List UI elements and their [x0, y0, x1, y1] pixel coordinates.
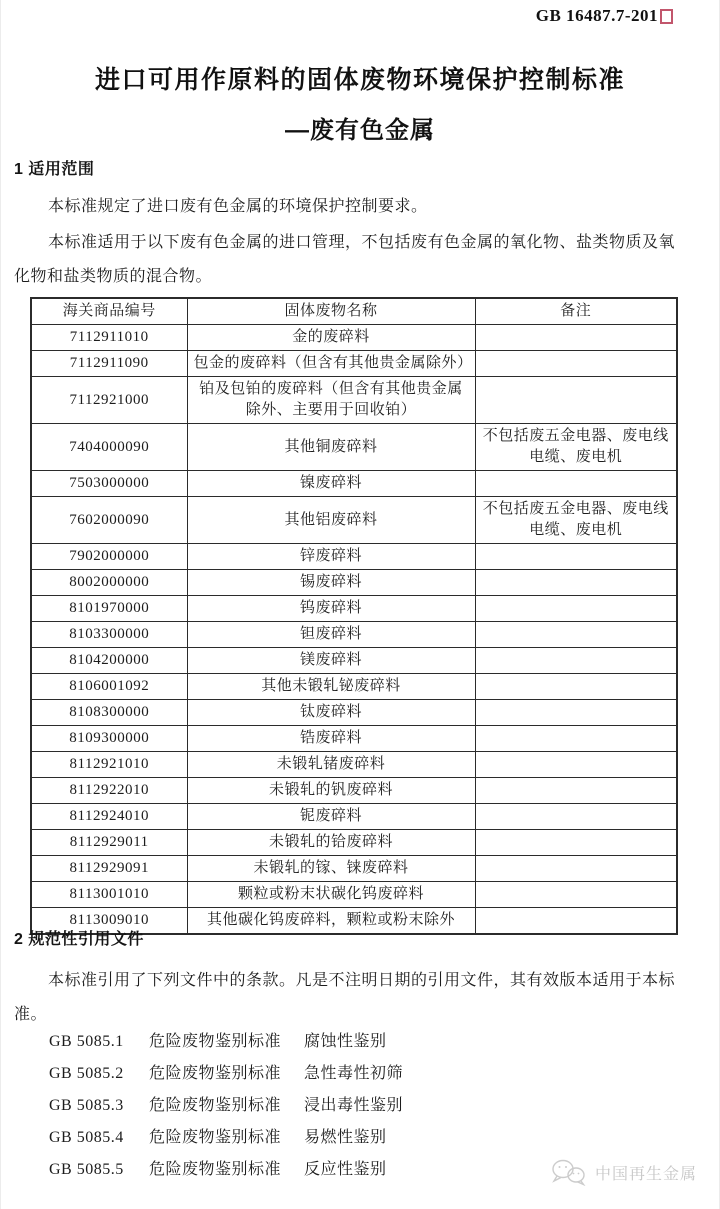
remark-cell [475, 596, 677, 622]
code-cell: 7404000090 [31, 424, 187, 471]
remark-cell [475, 830, 677, 856]
remark-cell: 不包括废五金电器、废电线电缆、废电机 [475, 424, 677, 471]
remark-cell [475, 622, 677, 648]
waste-name-cell: 其他铝废碎料 [187, 497, 475, 544]
code-cell: 8113009010 [31, 908, 187, 935]
reference-name: 危险废物鉴别标准 [149, 1033, 282, 1050]
reference-type: 易燃性鉴别 [304, 1129, 387, 1146]
reference-type: 急性毒性初筛 [304, 1065, 404, 1082]
table-row [31, 596, 677, 622]
table-row [31, 648, 677, 674]
reference-row [49, 1090, 669, 1122]
remark-cell [475, 778, 677, 804]
waste-name-cell: 镍废碎料 [187, 471, 475, 497]
doc-number [536, 6, 673, 26]
waste-name-cell: 未锻轧的铪废碎料 [187, 830, 475, 856]
waste-name-cell: 钨废碎料 [187, 596, 475, 622]
code-cell: 8112924010 [31, 804, 187, 830]
paragraph-references-line2: 准。 [14, 1006, 48, 1023]
table-row [31, 726, 677, 752]
code-cell: 7902000000 [31, 544, 187, 570]
doc-title: 进口可用作原料的固体废物环境保护控制标准 [94, 66, 625, 94]
reference-row [49, 1122, 669, 1154]
section2-heading: 2 规范性引用文件 [14, 931, 144, 948]
reference-name: 危险废物鉴别标准 [149, 1129, 282, 1146]
table-row [31, 325, 677, 351]
code-cell: 8113001010 [31, 882, 187, 908]
reference-row [49, 1026, 669, 1058]
remark-cell [475, 325, 677, 351]
code-cell: 8112929091 [31, 856, 187, 882]
waste-name-cell: 未锻轧锗废碎料 [187, 752, 475, 778]
code-cell: 8112922010 [31, 778, 187, 804]
waste-name-cell: 其他铜废碎料 [187, 424, 475, 471]
waste-name-cell: 颗粒或粉末状碳化钨废碎料 [187, 882, 475, 908]
table-header-name: 固体废物名称 [187, 298, 475, 325]
table-row [31, 351, 677, 377]
waste-name-cell: 锡废碎料 [187, 570, 475, 596]
remark-cell [475, 351, 677, 377]
remark-cell [475, 700, 677, 726]
table-row [31, 752, 677, 778]
remark-cell [475, 752, 677, 778]
doc-number-text: GB 16487.7-201 [535, 6, 658, 25]
remark-cell [475, 674, 677, 700]
waste-name-cell: 未锻轧的钒废碎料 [187, 778, 475, 804]
waste-name-cell: 锆废碎料 [187, 726, 475, 752]
table-row [31, 544, 677, 570]
reference-type: 反应性鉴别 [304, 1161, 387, 1178]
remark-cell: 不包括废五金电器、废电线电缆、废电机 [475, 497, 677, 544]
code-cell: 8109300000 [31, 726, 187, 752]
waste-name-cell: 锌废碎料 [187, 544, 475, 570]
table-row [31, 830, 677, 856]
waste-name-cell: 其他未锻轧铋废碎料 [187, 674, 475, 700]
paragraph-references-intro [14, 964, 708, 1032]
reference-name: 危险废物鉴别标准 [149, 1065, 282, 1082]
paragraph-applicability [14, 226, 708, 294]
reference-name: 危险废物鉴别标准 [149, 1161, 282, 1178]
waste-name-cell: 其他碳化钨废碎料，颗粒或粉末除外 [187, 908, 475, 935]
waste-name-cell: 镁废碎料 [187, 648, 475, 674]
table-row [31, 377, 677, 424]
code-cell: 7112911090 [31, 351, 187, 377]
remark-cell [475, 570, 677, 596]
paragraph-applicability-line1: 本标准适用于以下废有色金属的进口管理，不包括废有色金属的氧化物、盐类物质及氧 [48, 234, 676, 251]
code-cell: 8106001092 [31, 674, 187, 700]
code-cell: 8103300000 [31, 622, 187, 648]
table-row [31, 471, 677, 497]
reference-row [49, 1058, 669, 1090]
waste-name-cell: 包金的废碎料（但含有其他贵金属除外） [187, 351, 475, 377]
table-row [31, 700, 677, 726]
waste-name-cell: 铂及包铂的废碎料（但含有其他贵金属除外、主要用于回收铂） [187, 377, 475, 424]
remark-cell [475, 648, 677, 674]
table-row [31, 674, 677, 700]
reference-code: GB 5085.3 [49, 1097, 124, 1114]
table-row [31, 882, 677, 908]
table-row [31, 778, 677, 804]
section1-heading: 1 适用范围 [14, 161, 95, 178]
paragraph-applicability-line2: 化物和盐类物质的混合物。 [14, 268, 213, 285]
table-header-row [31, 298, 677, 325]
code-cell: 7503000000 [31, 471, 187, 497]
reference-code: GB 5085.5 [49, 1161, 124, 1178]
remark-cell [475, 471, 677, 497]
table-row [31, 804, 677, 830]
doc-subtitle: —废有色金属 [285, 117, 435, 144]
paragraph-scope: 本标准规定了进口废有色金属的环境保护控制要求。 [48, 198, 428, 215]
table-row [31, 497, 677, 544]
waste-name-cell: 铌废碎料 [187, 804, 475, 830]
table-header-code: 海关商品编号 [31, 298, 187, 325]
waste-name-cell: 钽废碎料 [187, 622, 475, 648]
code-cell: 8002000000 [31, 570, 187, 596]
code-cell: 8108300000 [31, 700, 187, 726]
table-header-remark: 备注 [475, 298, 677, 325]
remark-cell [475, 804, 677, 830]
waste-name-cell: 钛废碎料 [187, 700, 475, 726]
watermark-text: 中国再生金属 [594, 1165, 697, 1183]
remark-cell [475, 882, 677, 908]
reference-code: GB 5085.4 [49, 1129, 124, 1146]
table-row [31, 570, 677, 596]
waste-name-cell: 金的废碎料 [187, 325, 475, 351]
remark-cell [475, 856, 677, 882]
code-cell: 8104200000 [31, 648, 187, 674]
table-row [31, 622, 677, 648]
doc-number-year-box [660, 9, 673, 24]
waste-name-cell: 未锻轧的镓、铼废碎料 [187, 856, 475, 882]
code-cell: 8101970000 [31, 596, 187, 622]
remark-cell [475, 908, 677, 935]
table-row [31, 424, 677, 471]
remark-cell [475, 726, 677, 752]
code-cell: 8112921010 [31, 752, 187, 778]
reference-type: 腐蚀性鉴别 [304, 1033, 387, 1050]
remark-cell [475, 544, 677, 570]
table-row [31, 856, 677, 882]
watermark [549, 1158, 697, 1186]
paragraph-references-line1: 本标准引用了下列文件中的条款。凡是不注明日期的引用文件，其有效版本适用于本标 [48, 972, 676, 989]
waste-codes-table [30, 297, 678, 935]
reference-name: 危险废物鉴别标准 [149, 1097, 282, 1114]
code-cell: 7112921000 [31, 377, 187, 424]
reference-code: GB 5085.2 [49, 1065, 124, 1082]
remark-cell [475, 377, 677, 424]
reference-type: 浸出毒性鉴别 [304, 1097, 404, 1114]
wechat-logo-icon [549, 1158, 589, 1186]
code-cell: 7602000090 [31, 497, 187, 544]
code-cell: 7112911010 [31, 325, 187, 351]
reference-code: GB 5085.1 [49, 1033, 124, 1050]
code-cell: 8112929011 [31, 830, 187, 856]
